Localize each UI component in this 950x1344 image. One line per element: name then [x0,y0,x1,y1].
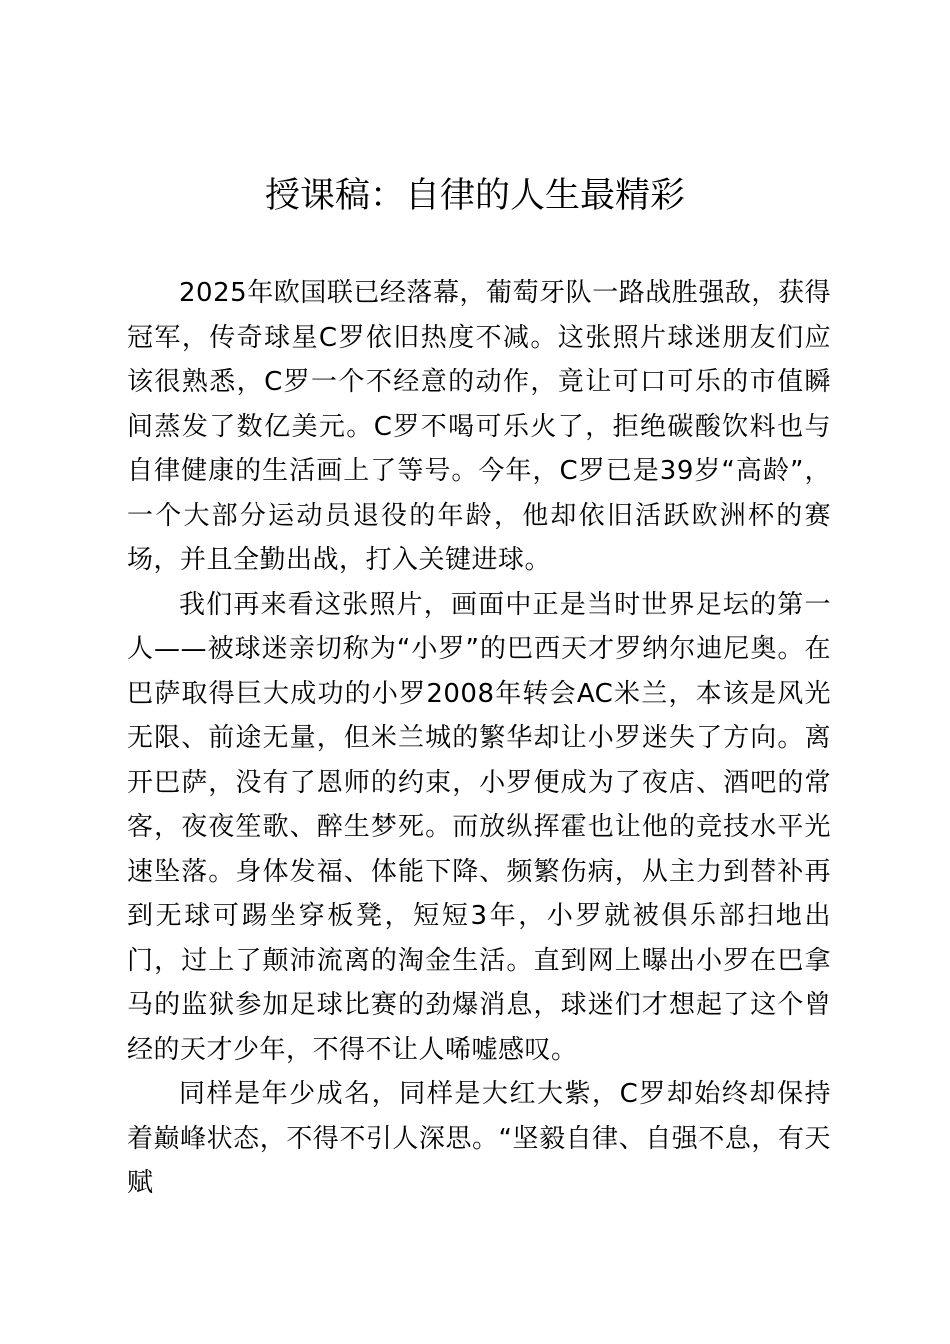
document-body [127,271,831,1206]
paragraph: 同样是年少成名，同样是大红大紫，C罗却始终却保持着巅峰状态，不得不引人深思。“坚毅自律、自强不息，有天赋 [127,1079,831,1198]
paragraph: 我们再来看这张照片，画面中正是当时世界足坛的第一人——被球迷亲切称为“小罗”的巴西天才罗纳尔迪尼奥。在巴萨取得巨大成功的小罗2008年转会AC米兰，本该是风光无限、前途无量，但米兰城的繁华却让小罗迷失了方向。离开巴萨，没有了恩师的约束，小罗便成为了夜店、酒吧的常客，夜夜笙歌、醉生梦死。而放纵挥霍也让他的竞技水平光速坠落。身体发福、体能下降、频繁伤病，从主力到替补再到无球可踢坐穿板凳，短短3年，小罗就被俱乐部扫地出门，过上了颠沛流离的淘金生活。直到网上曝出小罗在巴拿马的监狱参加足球比赛的劲爆消息，球迷们才想起了这个曾经的天才少年，不得不让人唏嘘感叹。 [127,589,831,1065]
document-title: 授课稿：自律的人生最精彩 [264,176,685,216]
paragraph: 2025年欧国联已经落幕，葡萄牙队一路战胜强敌，获得冠军，传奇球星C罗依旧热度不减。这张照片球迷朋友们应该很熟悉，C罗一个不经意的动作，竟让可口可乐的市值瞬间蒸发了数亿美元。C罗不喝可乐火了，拒绝碳酸饮料也与自律健康的生活画上了等号。今年，C罗已是39岁“高龄”，一个大部分运动员退役的年龄，他却依旧活跃欧洲杯的赛场，并且全勤出战，打入关键进球。 [127,278,831,575]
